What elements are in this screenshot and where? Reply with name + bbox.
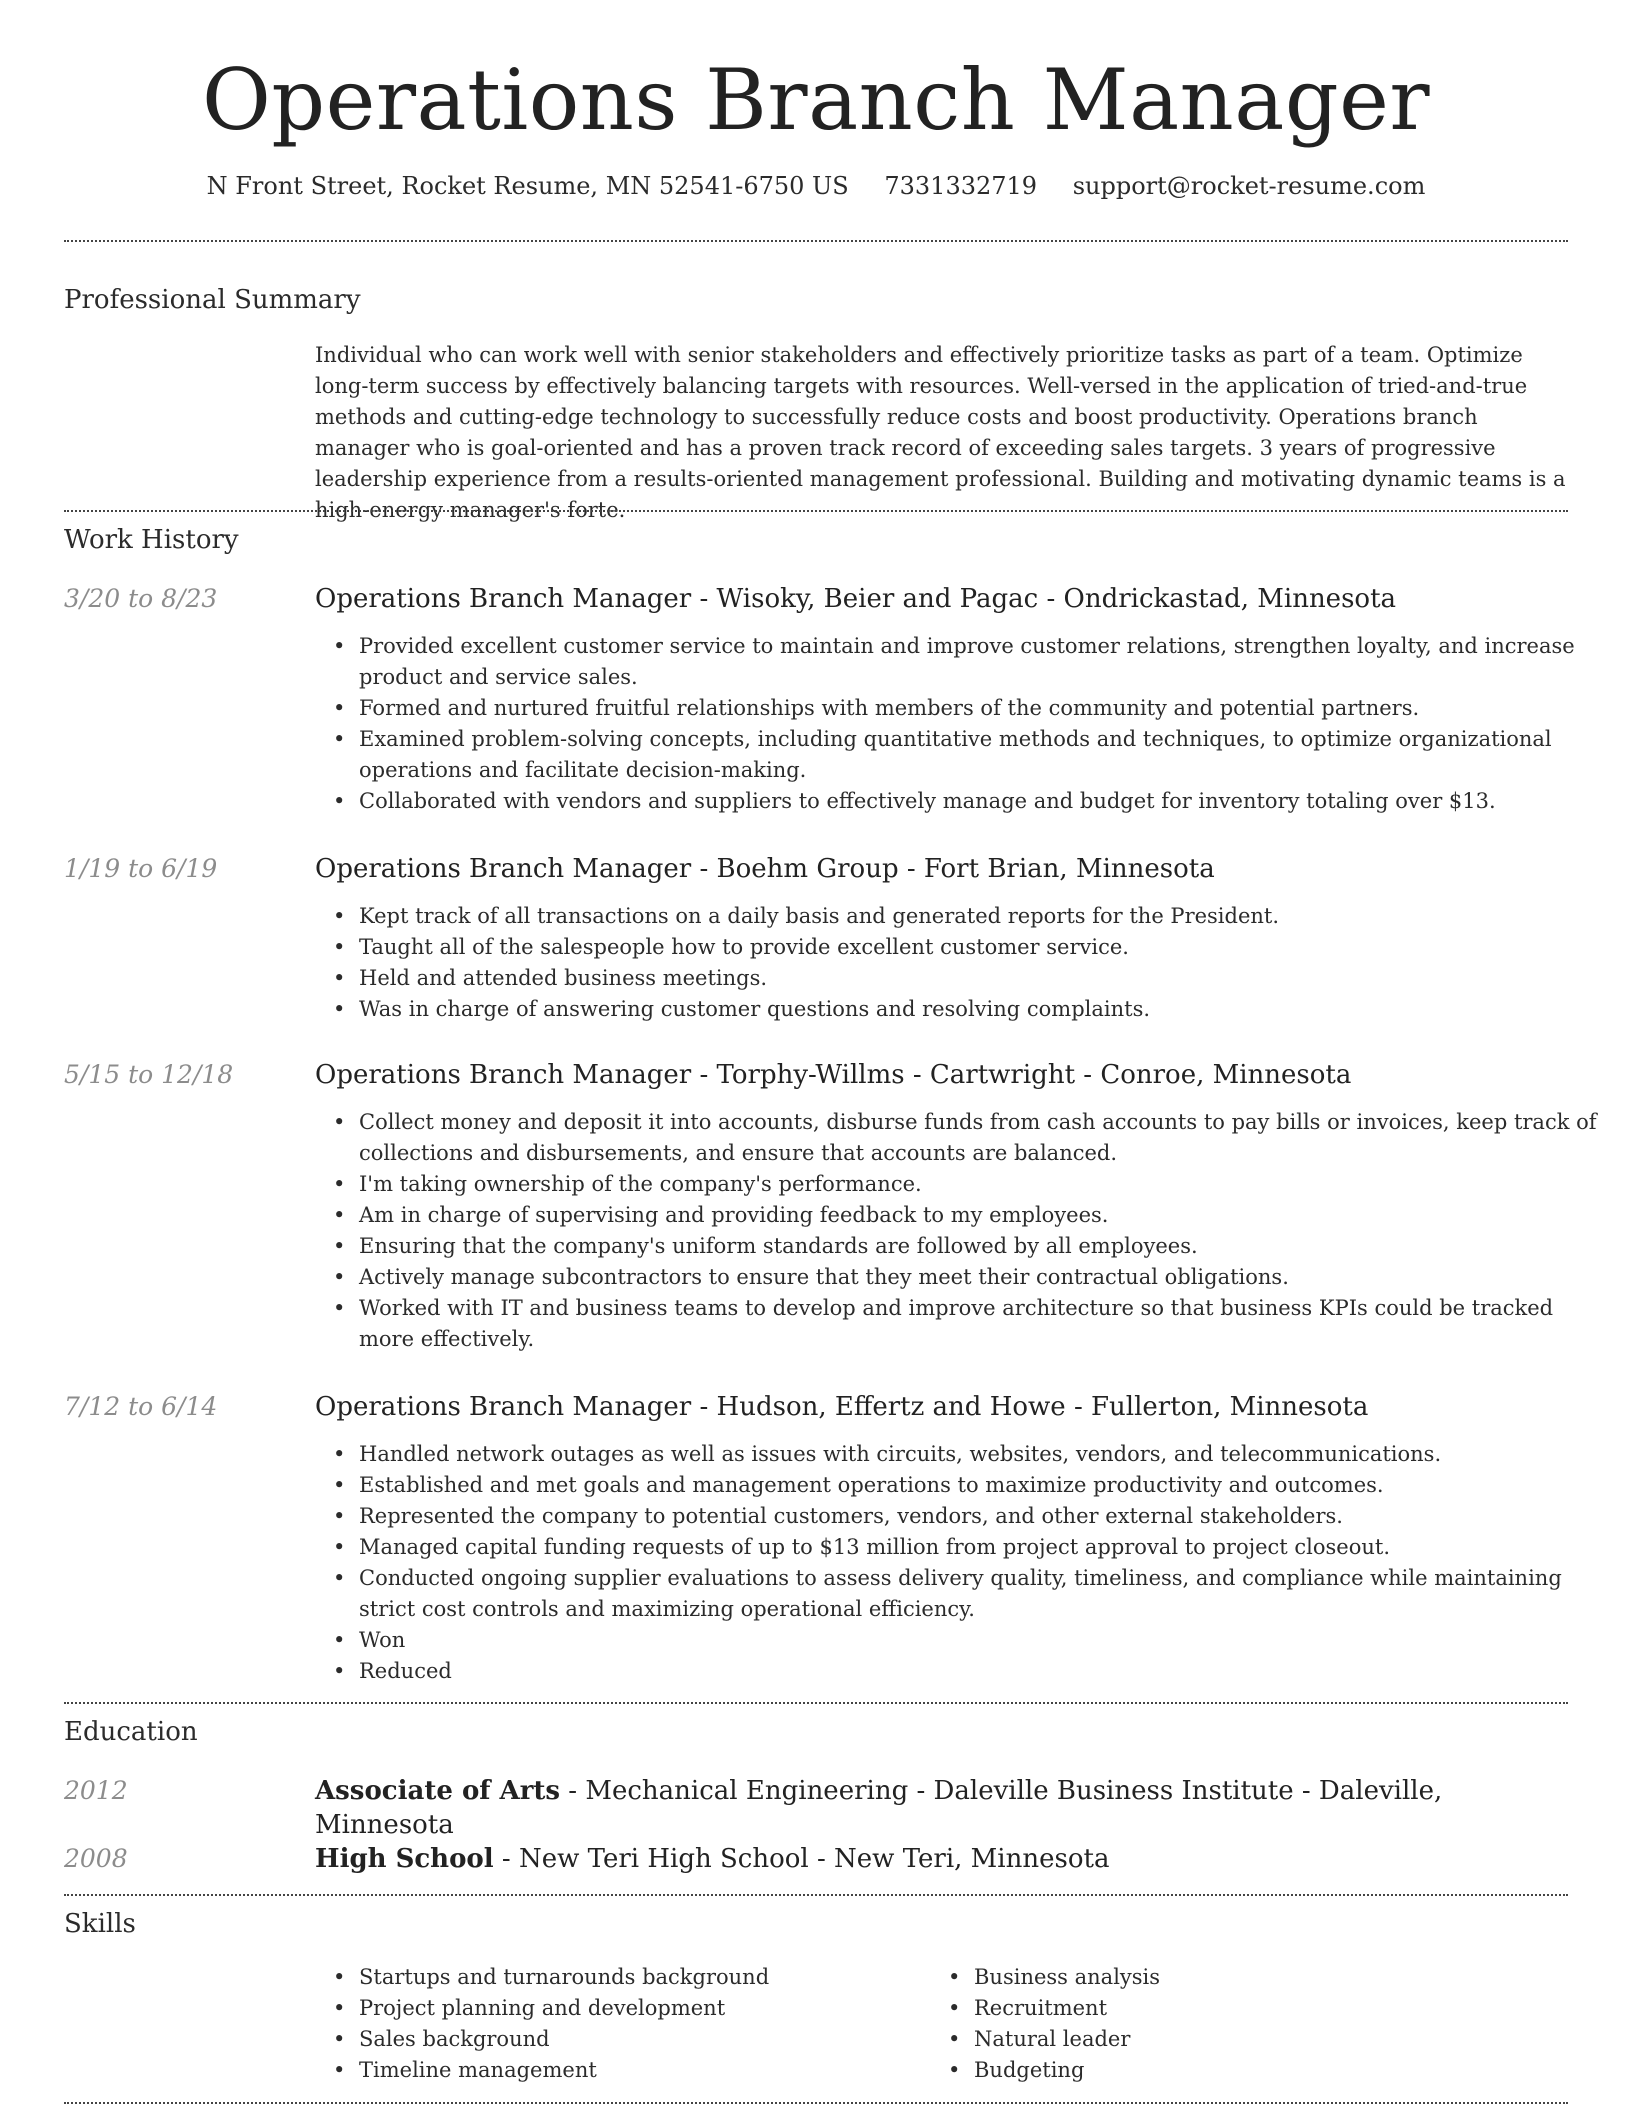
job-dates: 5/15 to 12/18 bbox=[64, 1060, 234, 1089]
job-heading: Operations Branch Manager - Boehm Group - Fort Brian, Minnesota bbox=[315, 854, 1215, 884]
skill-item: • Timeline management bbox=[359, 2055, 959, 2086]
duty-item: • Handled network outages as well as issues with circuits, websites, vendors, and telecommunications. bbox=[359, 1439, 1612, 1470]
skills-column-right bbox=[930, 1962, 1574, 2086]
degree-name: High School bbox=[315, 1844, 494, 1874]
skill-item: • Business analysis bbox=[974, 1962, 1574, 1993]
job-duties bbox=[315, 1439, 1612, 1687]
job-dates: 7/12 to 6/14 bbox=[64, 1392, 218, 1421]
skills-column-left bbox=[315, 1962, 959, 2086]
job-dates: 1/19 to 6/19 bbox=[64, 854, 218, 883]
job-duties bbox=[315, 901, 1612, 1025]
work-history-heading: Work History bbox=[64, 525, 239, 555]
duty-item: • Managed capital funding requests of up to $13 million from project approval to project closeout. bbox=[359, 1532, 1612, 1563]
job-heading: Operations Branch Manager - Wisoky, Beier and Pagac - Ondrickastad, Minnesota bbox=[315, 584, 1397, 614]
contact-email: support@rocket-resume.com bbox=[1072, 172, 1426, 200]
skill-item: • Natural leader bbox=[974, 2024, 1574, 2055]
job-dates: 3/20 to 8/23 bbox=[64, 584, 218, 613]
education-heading: Education bbox=[64, 1717, 198, 1747]
contact-address: N Front Street, Rocket Resume, MN 52541-6750 US bbox=[206, 172, 849, 200]
duty-item: • Formed and nurtured fruitful relationships with members of the community and potential partners. bbox=[359, 693, 1612, 724]
duty-item: • Kept track of all transactions on a daily basis and generated reports for the President. bbox=[359, 901, 1612, 932]
duty-item: • Collaborated with vendors and suppliers to effectively manage and budget for inventory totaling over $13. bbox=[359, 786, 1612, 817]
duty-item: • Represented the company to potential customers, vendors, and other external stakeholders. bbox=[359, 1501, 1612, 1532]
skills-heading: Skills bbox=[64, 1909, 136, 1939]
duty-item: • Established and met goals and management operations to maximize productivity and outcomes. bbox=[359, 1470, 1612, 1501]
section-divider bbox=[64, 1702, 1568, 1704]
duty-item: • Provided excellent customer service to maintain and improve customer relations, strengthen loyalty, and increase product and service sales. bbox=[359, 631, 1612, 693]
section-divider bbox=[64, 240, 1568, 242]
duty-item: • Actively manage subcontractors to ensure that they meet their contractual obligations. bbox=[359, 1262, 1612, 1293]
skill-item: • Project planning and development bbox=[359, 1993, 959, 2024]
duty-item: • I'm taking ownership of the company's performance. bbox=[359, 1169, 1612, 1200]
summary-heading: Professional Summary bbox=[64, 285, 361, 315]
duty-item: • Collect money and deposit it into accounts, disburse funds from cash accounts to pay bills or invoices, keep track of collections and disbursements, and ensure that accounts are balanced. bbox=[359, 1107, 1612, 1169]
duty-item: • Was in charge of answering customer questions and resolving complaints. bbox=[359, 994, 1612, 1025]
education-year: 2008 bbox=[64, 1844, 128, 1873]
duty-item: • Reduced bbox=[359, 1656, 1612, 1687]
job-duties bbox=[315, 1107, 1612, 1355]
candidate-name: Operations Branch Manager bbox=[202, 51, 1430, 149]
duty-item: • Worked with IT and business teams to develop and improve architecture so that business KPIs could be tracked more effectively. bbox=[359, 1293, 1612, 1355]
degree-name: Associate of Arts bbox=[315, 1776, 561, 1806]
skill-item: • Recruitment bbox=[974, 1993, 1574, 2024]
duty-item: • Held and attended business meetings. bbox=[359, 963, 1612, 994]
degree-info: - Mechanical Engineering - Daleville Business Institute - Daleville, Minnesota bbox=[315, 1776, 1443, 1840]
skill-item: • Budgeting bbox=[974, 2055, 1574, 2086]
summary-text: Individual who can work well with senior stakeholders and effectively prioritize tasks as part of a team. Optimize long-term success by effectively balancing targets with resources. Well-versed in the application of tried-and-true methods and cutting-edge technology to successfully reduce costs and boost productivity. Operations branch manager who is goal-oriented and has a proven track record of exceeding sales targets. 3 years of progressive leadership experience from a results-oriented management professional. Building and motivating dynamic teams is a high-energy manager's forte. bbox=[315, 343, 1566, 522]
education-year: 2012 bbox=[64, 1776, 128, 1805]
duty-item: • Examined problem-solving concepts, including quantitative methods and techniques, to optimize organizational operations and facilitate decision-making. bbox=[359, 724, 1612, 786]
duty-item: • Conducted ongoing supplier evaluations to assess delivery quality, timeliness, and compliance while maintaining strict cost controls and maximizing operational efficiency. bbox=[359, 1563, 1612, 1625]
section-divider bbox=[64, 1894, 1568, 1896]
job-duties bbox=[315, 631, 1612, 817]
education-details bbox=[315, 1774, 1568, 1842]
contact-phone: 7331332719 bbox=[884, 172, 1038, 200]
duty-item: • Am in charge of supervising and providing feedback to my employees. bbox=[359, 1200, 1612, 1231]
degree-info: - New Teri High School - New Teri, Minnesota bbox=[493, 1844, 1110, 1874]
skill-item: • Startups and turnarounds background bbox=[359, 1962, 959, 1993]
education-details bbox=[315, 1842, 1109, 1876]
duty-item: • Won bbox=[359, 1625, 1612, 1656]
duty-item: • Taught all of the salespeople how to provide excellent customer service. bbox=[359, 932, 1612, 963]
contact-line bbox=[64, 170, 1568, 202]
skill-item: • Sales background bbox=[359, 2024, 959, 2055]
section-divider bbox=[64, 2102, 1568, 2104]
duty-item: • Ensuring that the company's uniform standards are followed by all employees. bbox=[359, 1231, 1612, 1262]
section-divider bbox=[64, 510, 1568, 512]
job-heading: Operations Branch Manager - Torphy-Willms - Cartwright - Conroe, Minnesota bbox=[315, 1060, 1352, 1090]
job-heading: Operations Branch Manager - Hudson, Effertz and Howe - Fullerton, Minnesota bbox=[315, 1392, 1369, 1422]
